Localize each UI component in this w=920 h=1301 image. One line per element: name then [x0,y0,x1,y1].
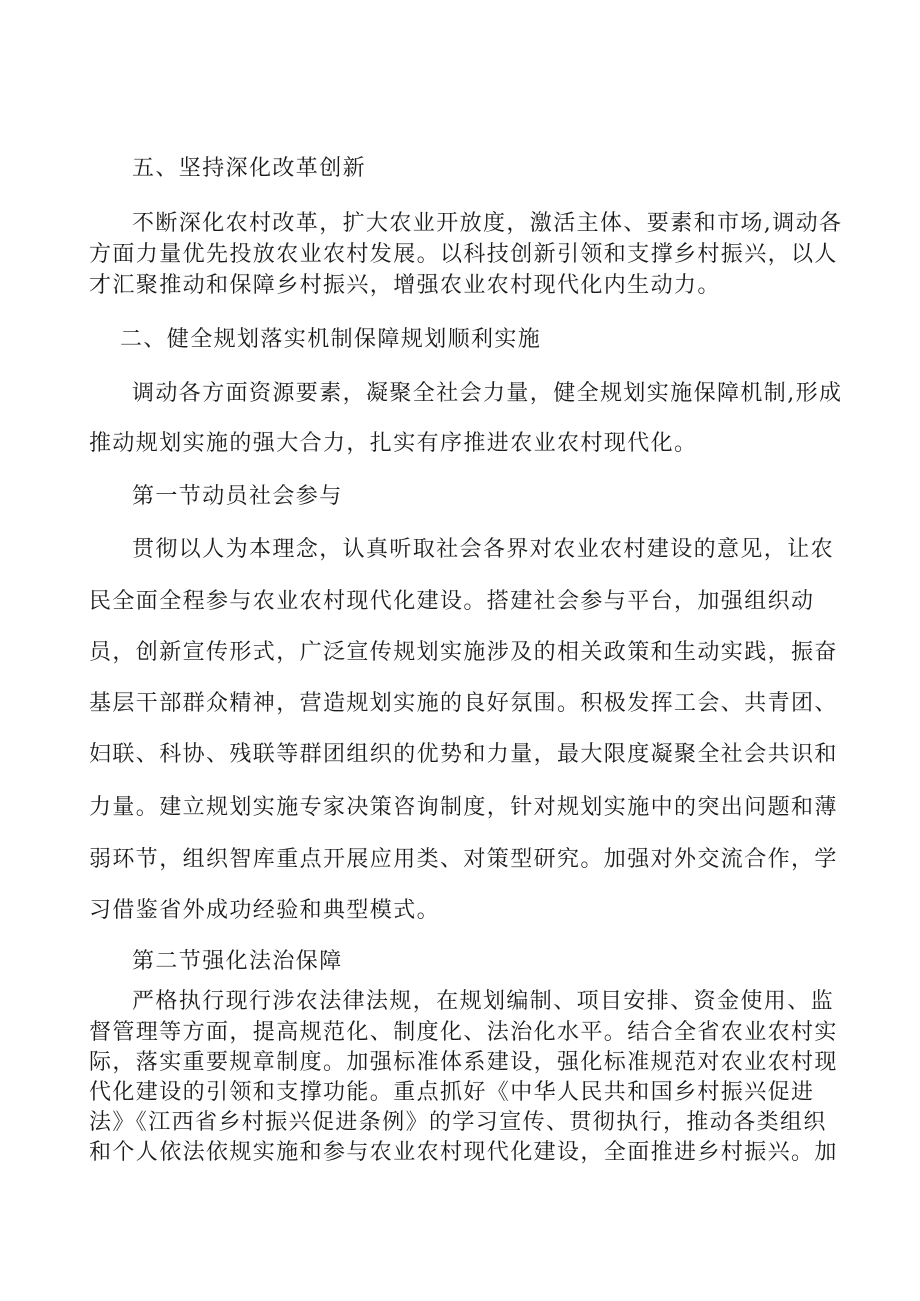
paragraph-line: 督管理等方面，提高规范化、制度化、法治化水平。结合全省农业农村实 [89,1020,838,1045]
section-heading: 二、健全规划落实机制保障规划顺利实施 [120,327,542,352]
paragraph-line: 和个人依法依规实施和参与农业农村现代化建设，全面推进乡村振兴。加 [89,1140,838,1165]
paragraph-line: 民全面全程参与农业农村现代化建设。搭建社会参与平台，加强组织动 [89,589,815,614]
paragraph-line: 员，创新宣传形式，广泛宣传规划实施涉及的相关政策和生动实践，振奋 [89,640,838,665]
paragraph-line: 基层干部群众精神，营造规划实施的良好氛围。积极发挥工会、共青团、 [89,691,838,716]
paragraph-line: 推动规划实施的强大合力，扎实有序推进农业农村现代化。 [89,431,698,456]
paragraph-line: 代化建设的引领和支撑功能。重点抓好《中华人民共和国乡村振兴促进 [89,1080,815,1105]
paragraph-line: 力量。建立规划实施专家决策咨询制度，针对规划实施中的突出问题和薄 [89,795,838,820]
paragraph-line: 妇联、科协、残联等群团组织的优势和力量，最大限度凝聚全社会共识和 [89,742,838,767]
paragraph-line: 调动各方面资源要素，凝聚全社会力量，健全规划实施保障机制,形成 [132,381,843,406]
paragraph-line: 不断深化农村改革，扩大农业开放度，激活主体、要素和市场,调动各 [132,211,843,236]
paragraph-line: 才汇聚推动和保障乡村振兴，增强农业农村现代化内生动力。 [89,273,721,298]
section-heading: 五、坚持深化改革创新 [132,156,367,181]
paragraph-line: 方面力量优先投放农业农村发展。以科技创新引领和支撑乡村振兴，以人 [89,242,838,267]
paragraph-line: 贯彻以人为本理念，认真听取社会各界对农业农村建设的意见，让农 [132,537,835,562]
paragraph-line: 法》《江西省乡村振兴促进条例》的学习宣传、贯彻执行，推动各类组织 [89,1110,827,1135]
paragraph-line: 习借鉴省外成功经验和典型模式。 [89,898,441,923]
paragraph-line: 严格执行现行涉农法律法规，在规划编制、项目安排、资金使用、监 [132,989,835,1014]
section-heading: 第一节动员社会参与 [132,484,343,509]
section-heading: 第二节强化法治保障 [132,949,343,974]
paragraph-line: 际，落实重要规章制度。加强标准体系建设，强化标准规范对农业农村现 [89,1050,838,1075]
paragraph-line: 弱环节，组织智库重点开展应用类、对策型研究。加强对外交流合作，学 [89,847,838,872]
